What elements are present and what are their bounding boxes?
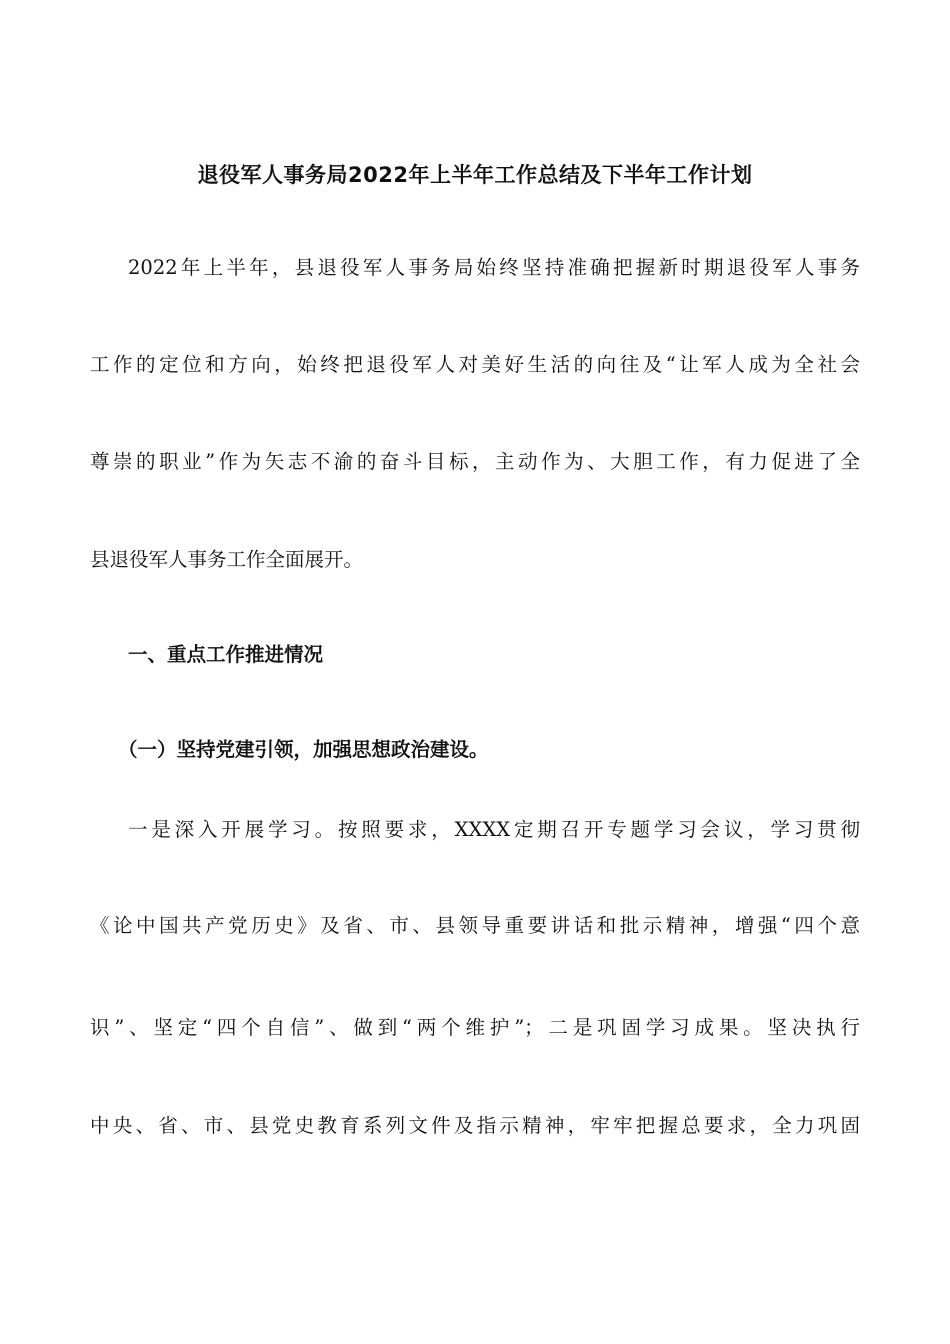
paragraph-2-line-1: 一是深入开展学习。按照要求，XXXX定期召开专题学习会议，学习贯彻 (128, 818, 860, 841)
paragraph-1-line-3: 尊崇的职业”作为矢志不渝的奋斗目标，主动作为、大胆工作，有力促进了全 (90, 450, 860, 473)
paragraph-2-line-3: 识”、坚定“四个自信”、做到“两个维护”；二是巩固学习成果。坚决执行 (90, 1016, 860, 1039)
subsection-heading: （一）坚持党建引领，加强思想政治建设。 (118, 738, 489, 761)
paragraph-1-line-2: 工作的定位和方向，始终把退役军人对美好生活的向往及“让军人成为全社会 (90, 353, 860, 376)
section-heading: 一、重点工作推进情况 (128, 643, 324, 666)
paragraph-1-line-4: 县退役军人事务工作全面展开。 (90, 548, 364, 571)
paragraph-2-line-2: 《论中国共产党历史》及省、市、县领导重要讲话和批示精神，增强“四个意 (90, 914, 860, 937)
document-title: 退役军人事务局2022年上半年工作总结及下半年工作计划 (197, 163, 753, 187)
paragraph-2-line-4: 中央、省、市、县党史教育系列文件及指示精神，牢牢把握总要求，全力巩固 (90, 1114, 860, 1137)
paragraph-1-line-1: 2022年上半年，县退役军人事务局始终坚持准确把握新时期退役军人事务 (128, 256, 860, 279)
